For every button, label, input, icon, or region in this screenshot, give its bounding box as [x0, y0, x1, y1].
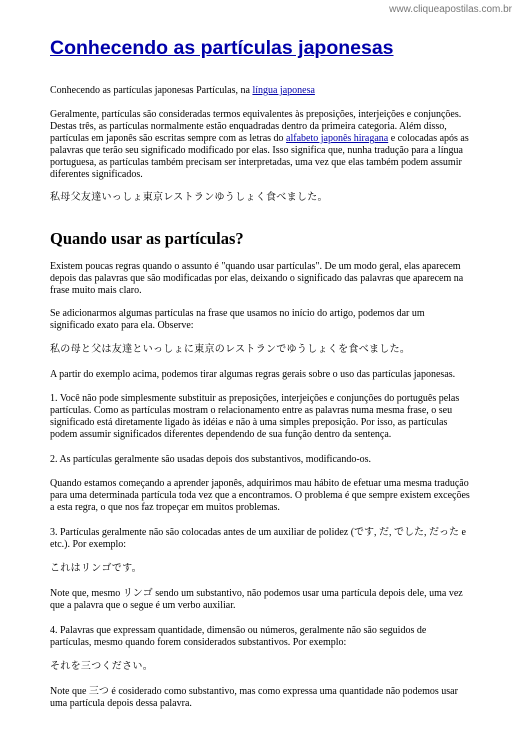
rule-4: 4. Palavras que expressam quantidade, dimensão ou números, geralmente não são seguidos de partículas, mesmo quando forem considerados substantivos. Por exemplo: [50, 625, 427, 648]
paragraph-2: Existem poucas regras quando o assunto é "quando usar partículas". De um modo geral, elas aparecem depois das palavras que são modificadas por elas, deixando o significado das palavras que aparecem na frase muito mais claro. [50, 261, 464, 296]
intro-paragraph [50, 85, 470, 97]
japanese-example-1: 私母父友達いっしょ東京レストランゆうしょく食べました。 [50, 192, 328, 203]
site-url: www.cliqueapostilas.com.br [389, 4, 512, 15]
paragraph-3: Se adicionarmos algumas partículas na frase que usamos no início do artigo, podemos dar um significado exato para ela. Observe: [50, 308, 425, 331]
rule-3: 3. Partículas geralmente não são colocadas antes de um auxiliar de polidez (です, だ, でした, だった e etc.). Por exemplo: [50, 527, 466, 550]
paragraph-1 [50, 109, 470, 181]
paragraph-5: Quando estamos começando a aprender japonês, adquirimos mau hábito de efetuar uma mesma tradução para uma determinada partícula toda vez que a encontramos. O problema é que sempre existem exceções a esta regra, o que nos faz tropeçar em muitos problemas. [50, 478, 470, 513]
page-title [50, 36, 470, 60]
intro-text: Conhecendo as partículas japonesas Partículas, na [50, 85, 253, 96]
lingua-japonesa-link[interactable]: língua japonesa [252, 85, 315, 96]
paragraph-7: Note que 三つ é cosiderado como substantivo, mas como expressa uma quantidade não podemos usar uma partícula depois dessa palavra. [50, 686, 458, 709]
paragraph-6: Note que, mesmo リンゴ sendo um substantivo, não podemos usar uma partícula depois dele, uma vez que a palavra que o segue é um verbo auxiliar. [50, 588, 463, 611]
section-heading: Quando usar as partículas? [50, 229, 244, 248]
japanese-example-4: それを三つください。 [50, 661, 153, 672]
paragraph-1-before: Geralmente, partículas são consideradas termos equivalentes às preposições, interjeições e conjunções. Destas três, as partículas normalmente estão enquadradas dentro da primeira categoria. Além disso, partículas em japonês são escritas sempre com as letras do [50, 109, 462, 144]
paragraph-1-after: e colocadas após as palavras que terão seu significado modificado por elas. Isso significa que, nunha tradução para a língua portuguesa, as partículas também precisam ser interpretadas, uma vez que elas também podem assumir diferentes significados. [50, 133, 469, 180]
japanese-example-3: これはリンゴです。 [50, 563, 142, 574]
hiragana-link[interactable]: alfabeto japonês hiragana [286, 133, 389, 144]
japanese-example-2: 私の母と父は友達といっしょに東京のレストランでゆうしょくを食べました。 [50, 344, 411, 355]
rule-2: 2. As partículas geralmente são usadas depois dos substantivos, modificando-os. [50, 454, 372, 465]
paragraph-4: A partir do exemplo acima, podemos tirar algumas regras gerais sobre o uso das partículas japonesas. [50, 369, 456, 380]
rule-1: 1. Você não pode simplesmente substituir as preposições, interjeições e conjunções do português pelas partículas. Como as partículas mostram o relacionamento entre as palavras numa mesma frase, o seu significado está diretamente ligado às idéias e não à uma simples preposição. Por isso, as partículas podem assumir significados diferentes dependendo de sua função dentro da sentença. [50, 393, 460, 440]
page-title-link[interactable]: Conhecendo as partículas japonesas [50, 37, 394, 59]
